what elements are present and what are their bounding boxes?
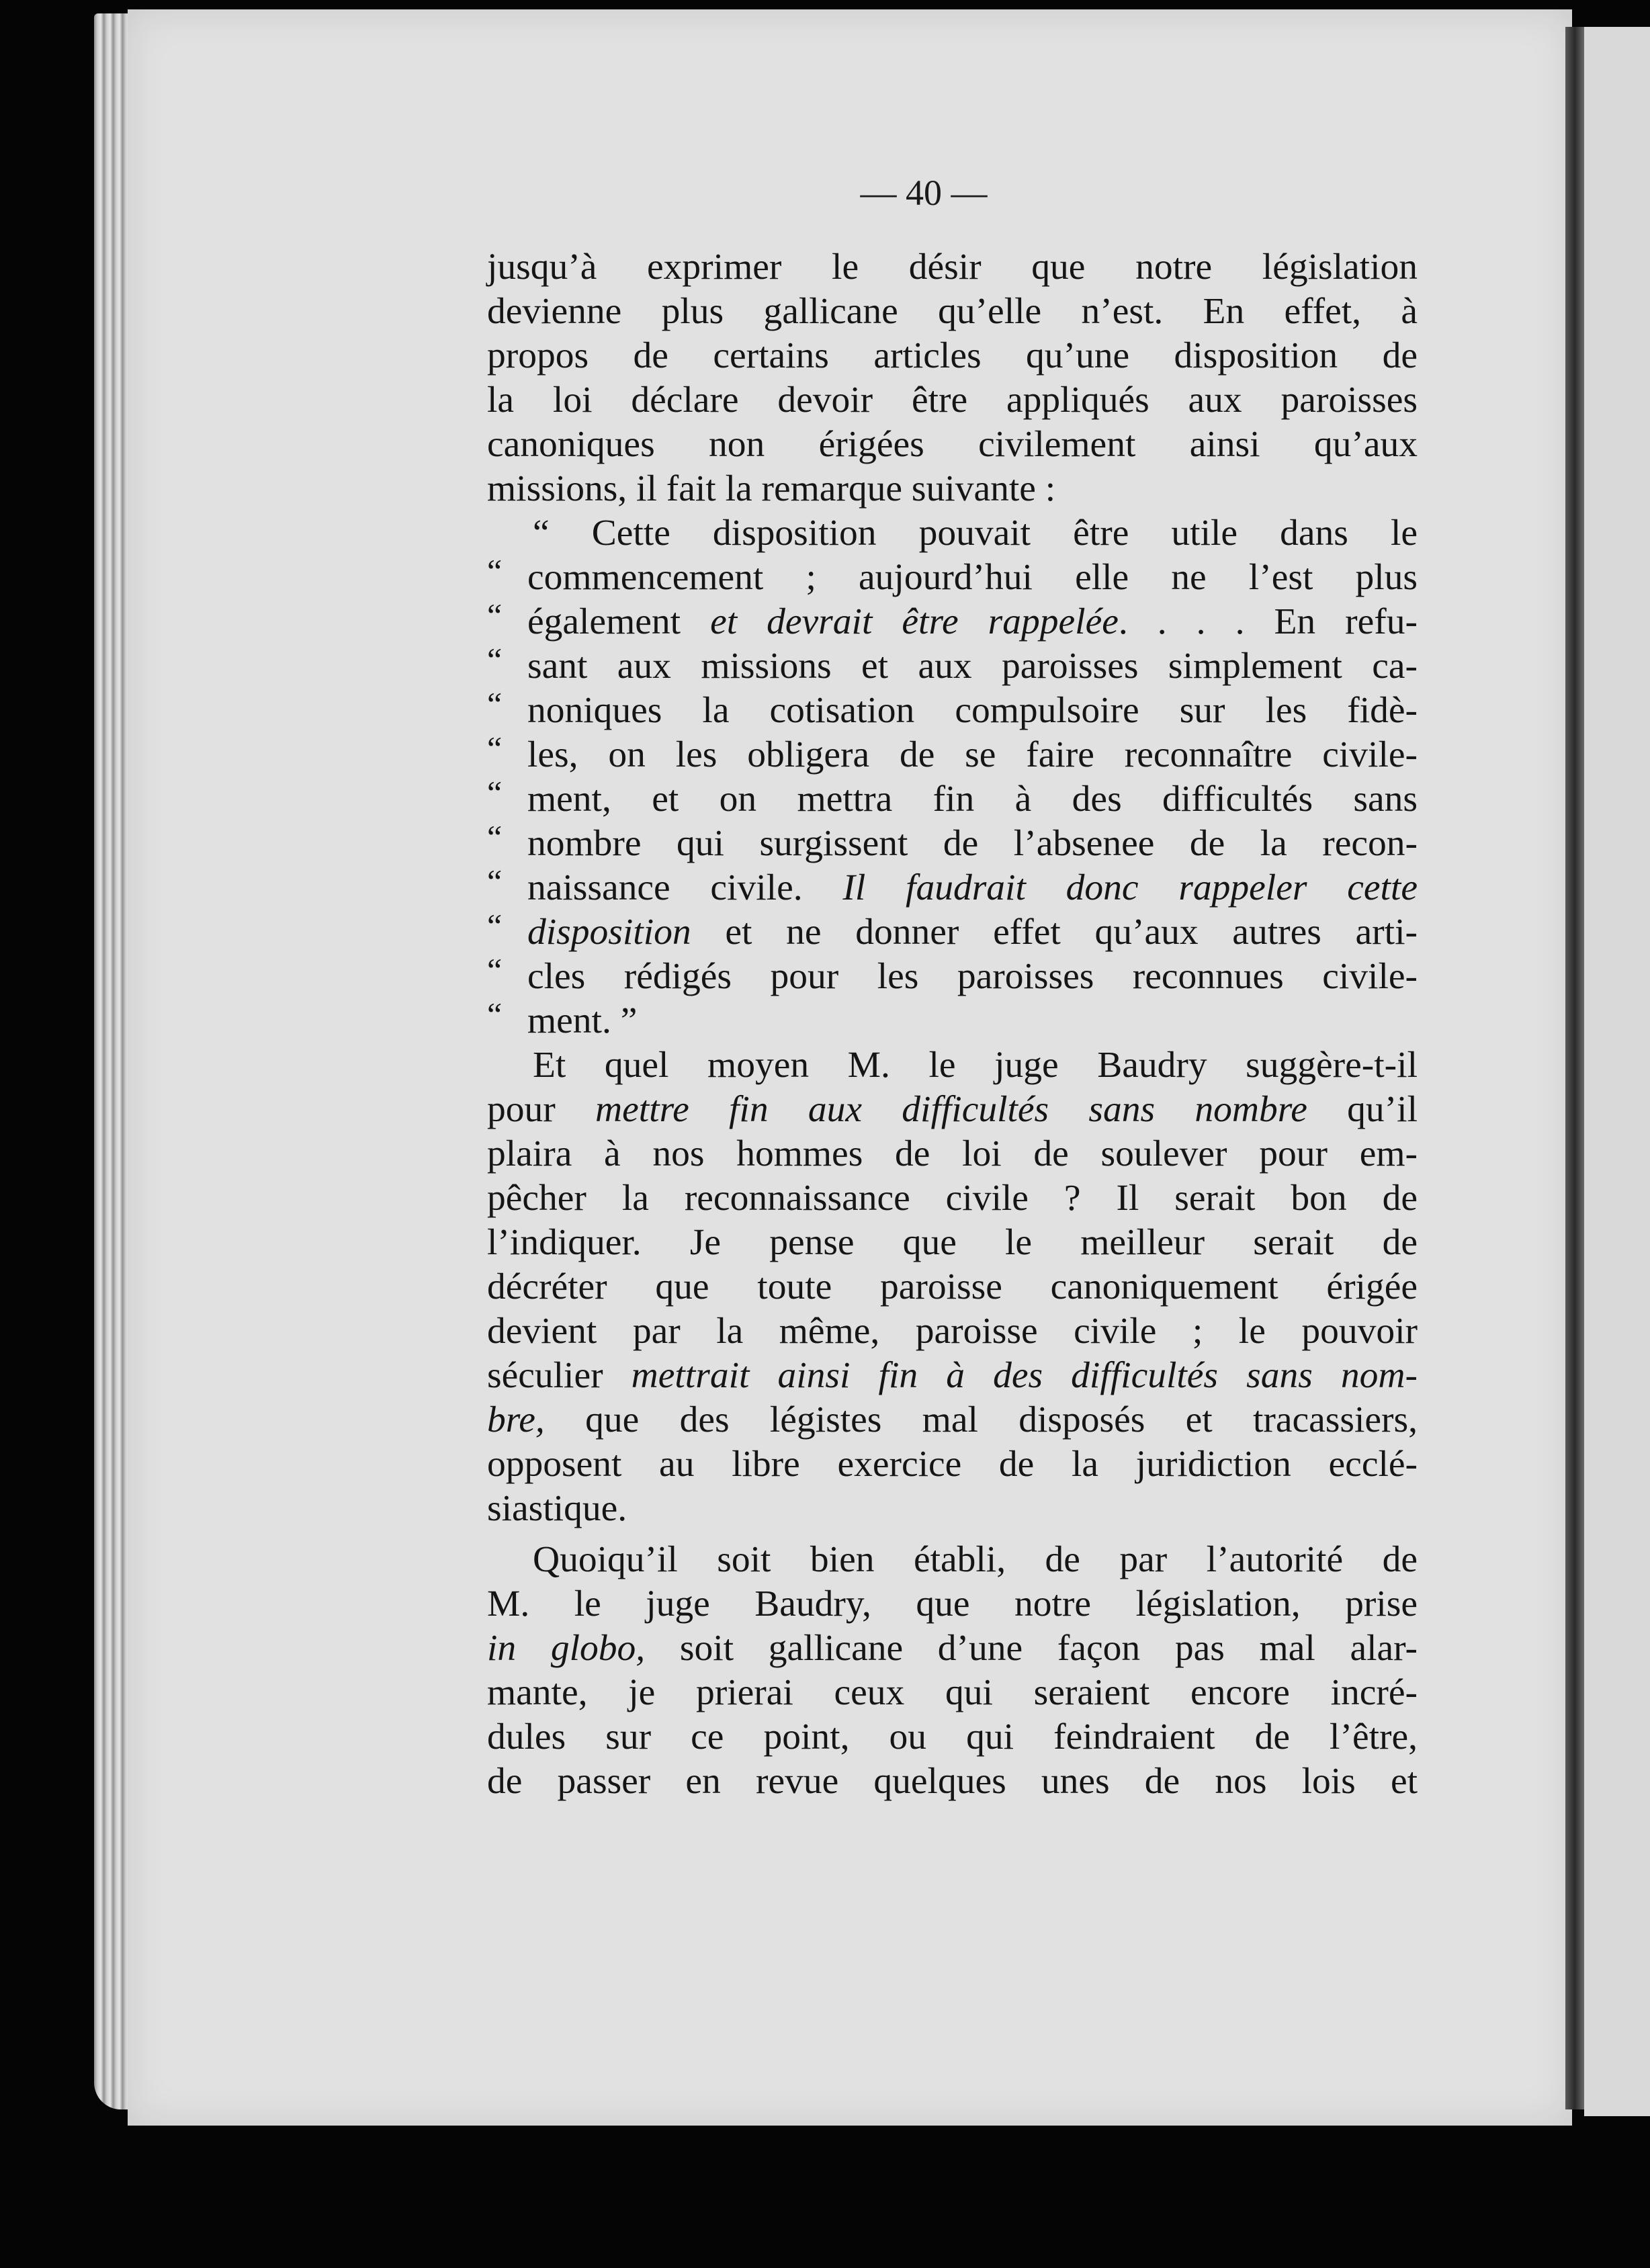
text-line [487, 597, 1418, 644]
text-run: également [527, 601, 711, 642]
text-line [487, 511, 1418, 556]
text-line [487, 1265, 1418, 1309]
quote-mark: “ [487, 597, 503, 634]
text-line [487, 467, 1418, 511]
text-line [487, 1442, 1418, 1487]
text-line [487, 907, 1418, 955]
text-line [487, 1671, 1418, 1715]
quote-mark: “ [487, 774, 503, 812]
quote-mark: “ [487, 907, 503, 945]
paragraph-gap [487, 1531, 1418, 1538]
text-run: la loi déclare devoir être appliqués aux paroisses [487, 380, 1418, 421]
text-run: sant aux missions et aux paroisses simplement ca- [527, 646, 1418, 687]
text-run: plaira à nos hommes de loi de soulever pour em- [487, 1133, 1418, 1174]
italic-text: mettrait ainsi fin à des difficultés sans nom- [631, 1355, 1418, 1396]
text-line [487, 1132, 1418, 1176]
text-line [487, 951, 1418, 999]
text-run: devient par la même, paroisse civile ; le pouvoir [487, 1311, 1418, 1352]
text-line [487, 641, 1418, 689]
text-run: M. le juge Baudry, que notre législation, prise [487, 1583, 1418, 1624]
text-line [487, 245, 1418, 290]
text-line [487, 818, 1418, 866]
text-line [487, 774, 1418, 822]
text-run: l’indiquer. Je pense que le meilleur serait de [487, 1222, 1418, 1263]
italic-text: et devrait être rappelée [710, 601, 1119, 642]
text-line [487, 1176, 1418, 1221]
text-line [487, 378, 1418, 423]
quote-mark: “ [487, 951, 503, 989]
italic-text: mettre fin aux difficultés sans nombre [595, 1089, 1307, 1130]
text-run: séculier [487, 1355, 632, 1396]
text-run: canoniques non érigées civilement ainsi qu’aux [487, 424, 1418, 465]
text-line [487, 1043, 1418, 1088]
text-run: dules sur ce point, ou qui feindraient de l’être, [487, 1716, 1418, 1757]
text-line [487, 730, 1418, 777]
quote-mark: “ [487, 730, 503, 767]
text-line [487, 863, 1418, 910]
text-run: mante, je prierai ceux qui seraient encore incré- [487, 1672, 1418, 1713]
page-number: — 40 — [860, 173, 988, 213]
text-line [487, 1309, 1418, 1354]
text-line [487, 1582, 1418, 1626]
text-line [487, 1354, 1418, 1398]
text-run: nombre qui surgissent de l’absenee de la recon- [527, 823, 1418, 864]
text-run: jusqu’à exprimer le désir que notre législation [487, 247, 1418, 288]
book-binding [1565, 27, 1584, 2109]
quote-mark: “ [487, 863, 503, 900]
text-line [487, 423, 1418, 467]
text-run: “ Cette disposition pouvait être utile dans le [533, 513, 1418, 554]
text-line [487, 552, 1418, 600]
italic-text: bre, [487, 1399, 545, 1440]
text-run: missions, il fait la remarque suivante : [487, 468, 1056, 509]
text-run: de passer en revue quelques unes de nos lois et [487, 1761, 1418, 1802]
text-line [487, 1759, 1418, 1804]
text-run: décréter que toute paroisse canoniquement érigée [487, 1266, 1418, 1307]
body-text [487, 245, 1418, 1804]
text-run: siastique. [487, 1488, 627, 1529]
text-run: soit gallicane d’une façon pas mal alar- [645, 1628, 1418, 1669]
text-run: devienne plus gallicane qu’elle n’est. En effet, à [487, 291, 1418, 332]
text-run: propos de certains articles qu’une disposition de [487, 335, 1418, 376]
text-line [487, 1715, 1418, 1759]
text-run: opposent au libre exercice de la juridiction ecclé- [487, 1444, 1418, 1485]
text-line [487, 334, 1418, 378]
text-run: naissance civile. [527, 867, 843, 908]
text-line [487, 685, 1418, 733]
italic-text: disposition [527, 912, 691, 953]
quote-mark: “ [487, 685, 503, 723]
text-line [487, 1487, 1418, 1531]
quote-mark: “ [487, 641, 503, 679]
text-run: . . . . En refu- [1118, 601, 1418, 642]
text-run: qu’il [1307, 1089, 1418, 1130]
facing-page-edge [1584, 27, 1650, 2116]
text-line [487, 1088, 1418, 1132]
text-run: pour [487, 1089, 596, 1130]
text-run: que des légistes mal disposés et tracassiers, [544, 1399, 1418, 1440]
text-run: cles rédigés pour les paroisses reconnues civile- [527, 956, 1418, 997]
text-run: ment, et on mettra fin à des difficultés sans [527, 779, 1418, 820]
italic-text: Il faudrait donc rappeler cette [842, 867, 1418, 908]
text-run: pêcher la reconnaissance civile ? Il serait bon de [487, 1178, 1418, 1219]
text-line [487, 1221, 1418, 1265]
text-run: et ne donner effet qu’aux autres arti- [691, 912, 1418, 953]
quote-mark: “ [487, 996, 503, 1033]
text-run: noniques la cotisation compulsoire sur les fidè- [527, 690, 1418, 731]
text-run: ment. ” [527, 1000, 638, 1041]
quote-mark: “ [487, 552, 503, 590]
text-line [487, 290, 1418, 334]
text-line [487, 1398, 1418, 1442]
text-run: Quoiqu’il soit bien établi, de par l’autorité de [533, 1539, 1418, 1580]
text-run: Et quel moyen M. le juge Baudry suggère-t-il [533, 1045, 1418, 1086]
text-line [487, 996, 1418, 1043]
text-run: les, on les obligera de se faire reconnaître civile- [527, 734, 1418, 775]
text-line [487, 1626, 1418, 1671]
text-line [487, 1538, 1418, 1582]
italic-text: in globo, [487, 1628, 646, 1669]
quote-mark: “ [487, 818, 503, 856]
text-run: commencement ; aujourd’hui elle ne l’est plus [527, 557, 1418, 598]
